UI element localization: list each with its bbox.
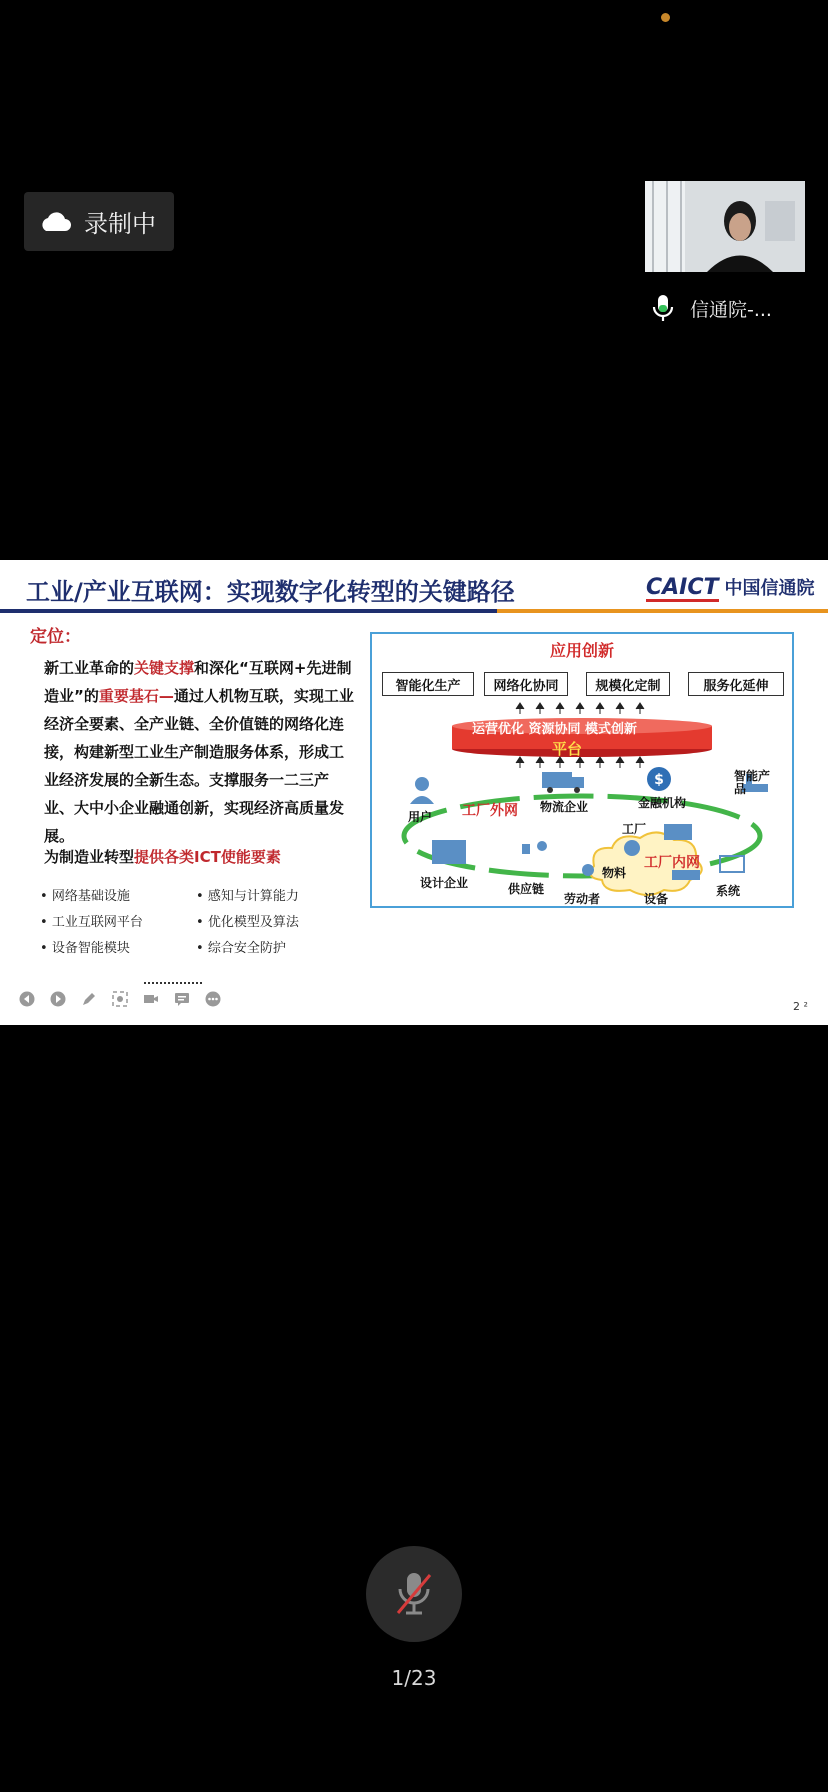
bullet-item: • 工业互联网平台 bbox=[40, 910, 143, 936]
inner-network-label: 工厂内网 bbox=[644, 855, 700, 871]
toolbar-divider bbox=[144, 982, 202, 984]
participant-label bbox=[650, 293, 772, 323]
platform-functions: 运营优化 资源协同 模式创新 bbox=[472, 722, 638, 737]
node-system: 系统 bbox=[716, 884, 741, 898]
node-supply: 供应链 bbox=[508, 882, 545, 896]
shared-slide bbox=[0, 560, 828, 1025]
node-material: 物料 bbox=[602, 866, 627, 880]
bullet-item: • 综合安全防护 bbox=[196, 936, 299, 962]
recording-label: 录制中 bbox=[84, 210, 156, 238]
muted-microphone-icon bbox=[392, 1567, 436, 1621]
more-icon[interactable] bbox=[204, 990, 221, 1007]
bullet-item: • 网络基础设施 bbox=[40, 884, 143, 910]
diagram-box: 网络化协同 bbox=[484, 672, 568, 696]
bullet-item: • 感知与计算能力 bbox=[196, 884, 299, 910]
caict-logo bbox=[646, 574, 815, 602]
node-finance: 金融机构 bbox=[638, 796, 687, 810]
bullet-list-right bbox=[196, 884, 299, 962]
slide-title: 工业/产业互联网：实现数字化转型的关键路径 bbox=[26, 578, 515, 606]
para-highlight: 关键支撑 bbox=[134, 659, 195, 677]
status-indicator-dot bbox=[661, 13, 670, 22]
mute-toggle-button[interactable] bbox=[366, 1546, 462, 1642]
position-paragraph bbox=[44, 654, 356, 850]
diagram-box: 服务化延伸 bbox=[688, 672, 784, 696]
previous-slide-icon[interactable] bbox=[18, 990, 35, 1007]
node-user: 用户 bbox=[408, 810, 433, 824]
node-equipment: 设备 bbox=[644, 892, 669, 906]
position-label: 定位： bbox=[30, 627, 81, 647]
architecture-diagram bbox=[370, 632, 794, 908]
diagram-title: 应用创新 bbox=[549, 641, 614, 660]
ict-text: 为制造业转型 bbox=[44, 848, 135, 866]
participant-video[interactable] bbox=[645, 181, 805, 272]
para-highlight: 重要基石— bbox=[98, 687, 174, 705]
bullet-list-left bbox=[40, 884, 143, 962]
ict-highlight: 提供各类ICT使能要素 bbox=[134, 848, 281, 866]
logo-cn-text: 中国信通院 bbox=[724, 578, 815, 599]
microphone-icon bbox=[650, 293, 676, 323]
logo-en-text: CAICT bbox=[646, 575, 719, 600]
node-factory: 工厂 bbox=[622, 822, 647, 836]
svg-text:$: $ bbox=[654, 772, 664, 788]
para-text: 和深化“互联网+先进制造业”的 bbox=[44, 659, 352, 705]
diagram-box: 规模化定制 bbox=[586, 672, 670, 696]
slide-page-number: 2 ² bbox=[793, 1000, 808, 1013]
next-slide-icon[interactable] bbox=[49, 990, 66, 1007]
node-smart-product: 智能产品 bbox=[734, 769, 771, 796]
slide-pager: 1/23 bbox=[391, 1666, 437, 1690]
zoom-icon[interactable] bbox=[111, 990, 128, 1007]
pen-icon[interactable] bbox=[80, 990, 97, 1007]
node-design: 设计企业 bbox=[420, 876, 469, 890]
subtitle-icon[interactable] bbox=[173, 990, 190, 1007]
node-logistics: 物流企业 bbox=[540, 800, 589, 814]
node-laborer: 劳动者 bbox=[564, 892, 601, 906]
slide-toolbar bbox=[18, 990, 221, 1007]
title-divider bbox=[0, 609, 828, 613]
outer-network-label: 工厂外网 bbox=[462, 803, 518, 819]
participant-name: 信通院-... bbox=[690, 298, 772, 321]
para-text: 通过人机物互联，实现工业经济全要素、全产业链、全价值链的网络化连接，构建新型工业生产制造服务体系，形成工业经济发展的全新生态。支撑服务一二三产业、大中小企业融通创新，实现经济高质量发展。 bbox=[44, 687, 354, 845]
ict-line bbox=[44, 846, 281, 867]
recording-badge[interactable] bbox=[24, 192, 174, 251]
camera-icon[interactable] bbox=[142, 990, 159, 1007]
platform-label: 平台 bbox=[552, 740, 583, 758]
bullet-item: • 设备智能模块 bbox=[40, 936, 143, 962]
cloud-icon bbox=[38, 211, 72, 233]
diagram-box: 智能化生产 bbox=[382, 672, 474, 696]
para-text: 新工业革命的 bbox=[44, 659, 135, 677]
bullet-item: • 优化模型及算法 bbox=[196, 910, 299, 936]
